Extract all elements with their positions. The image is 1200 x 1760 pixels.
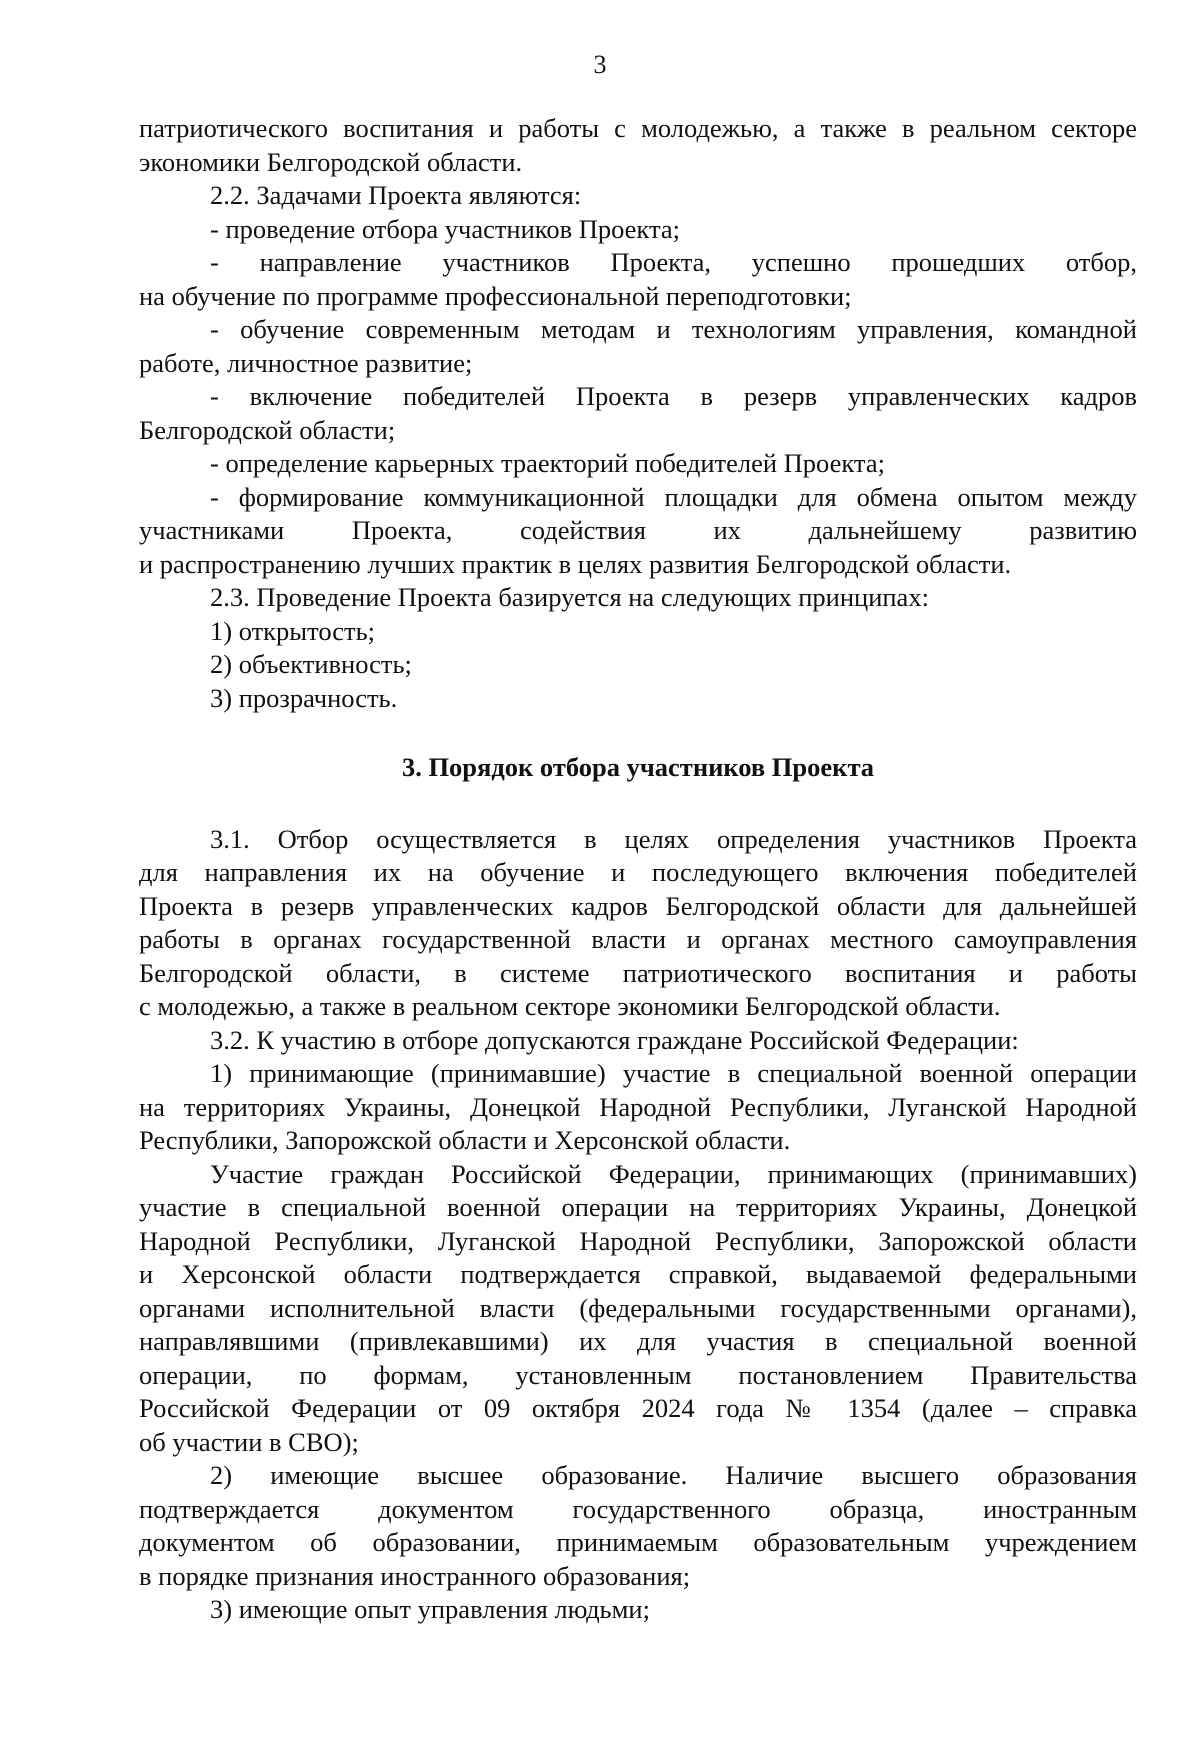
page-number: 3 [593,50,607,79]
text-line: 2.3. Проведение Проекта базируется на следующих принципах: [210,582,929,612]
text-line: участниками Проекта, содействия их дальнейшему развитию [139,515,1137,545]
text-line: экономики Белгородской области. [139,146,523,177]
text-line: - проведение отбора участников Проекта; [210,213,680,244]
text-line: - обучение современным методам и технологиям управления, командной [210,314,1137,344]
text-line: - направление участников Проекта, успешно прошедших отбор, [210,247,1137,277]
text-line: для направления их на обучение и последующего включения победителей [139,857,1137,887]
section-3-body [139,823,1137,1627]
text-line: 1) открытость; [210,615,376,646]
text-line: Белгородской области; [139,414,396,445]
section-heading: 3. Порядок отбора участников Проекта [401,752,875,782]
text-line: Участие граждан Российской Федерации, принимающих (принимавших) [210,1158,1137,1189]
text-line: работе, личностное развитие; [139,347,473,378]
text-line: в порядке признания иностранного образования; [139,1560,691,1591]
text-line: 2) объективность; [210,649,412,679]
text-line: Белгородской области, в системе патриотического воспитания и работы [139,957,1137,988]
text-line: документом об образовании, принимаемым образовательным учреждением [139,1527,1137,1557]
text-line: участие в специальной военной операции на территориях Украины, Донецкой [139,1192,1137,1222]
text-line: патриотического воспитания и работы с молодежью, а также в реальном секторе [139,113,1137,143]
text-line: органами исполнительной власти (федеральными государственными органами), [139,1292,1137,1323]
text-line: Республики, Запорожской области и Херсонской области. [139,1125,791,1155]
text-line: - формирование коммуникационной площадки для обмена опытом между [210,481,1137,512]
text-line: операции, по формам, установленным постановлением Правительства [139,1359,1137,1390]
text-line: направлявшими (привлекавшими) их для участия в специальной военной [139,1326,1137,1356]
text-line: Проекта в резерв управленческих кадров Белгородской области для дальнейшей [139,890,1137,921]
text-line: и распространению лучших практик в целях развития Белгородской области. [139,548,1012,579]
text-line: работы в органах государственной власти и органах местного самоуправления [139,924,1137,954]
text-line: Российской Федерации от 09 октября 2024 года № 1354 (далее – справка [139,1393,1137,1423]
text-line: 1) принимающие (принимавшие) участие в специальной военной операции [210,1058,1137,1088]
text-line: - включение победителей Проекта в резерв управленческих кадров [210,381,1137,411]
text-line: 3.2. К участию в отборе допускаются граждане Российской Федерации: [210,1024,1019,1055]
text-line: и Херсонской области подтверждается справкой, выдаваемой федеральными [139,1259,1137,1289]
text-line: 2) имеющие высшее образование. Наличие высшего образования [210,1460,1137,1490]
section-2-continuation [139,112,1137,715]
text-line: 3.1. Отбор осуществляется в целях определения участников Проекта [210,823,1137,854]
text-line: об участии в СВО); [139,1426,359,1457]
text-line: на территориях Украины, Донецкой Народной Республики, Луганской Народной [139,1091,1137,1122]
text-line: Народной Республики, Луганской Народной Республики, Запорожской области [139,1225,1137,1256]
text-line: - определение карьерных траекторий победителей Проекта; [210,448,885,478]
text-line: 2.2. Задачами Проекта являются: [210,180,582,210]
text-line: 3) имеющие опыт управления людьми; [210,1594,650,1624]
text-line: 3) прозрачность. [210,682,398,713]
text-line: на обучение по программе профессиональной переподготовки; [139,280,852,311]
text-line: с молодежью, а также в реальном секторе экономики Белгородской области. [139,991,1001,1021]
text-line: подтверждается документом государственного образца, иностранным [139,1493,1137,1524]
document-body [139,112,1137,1627]
